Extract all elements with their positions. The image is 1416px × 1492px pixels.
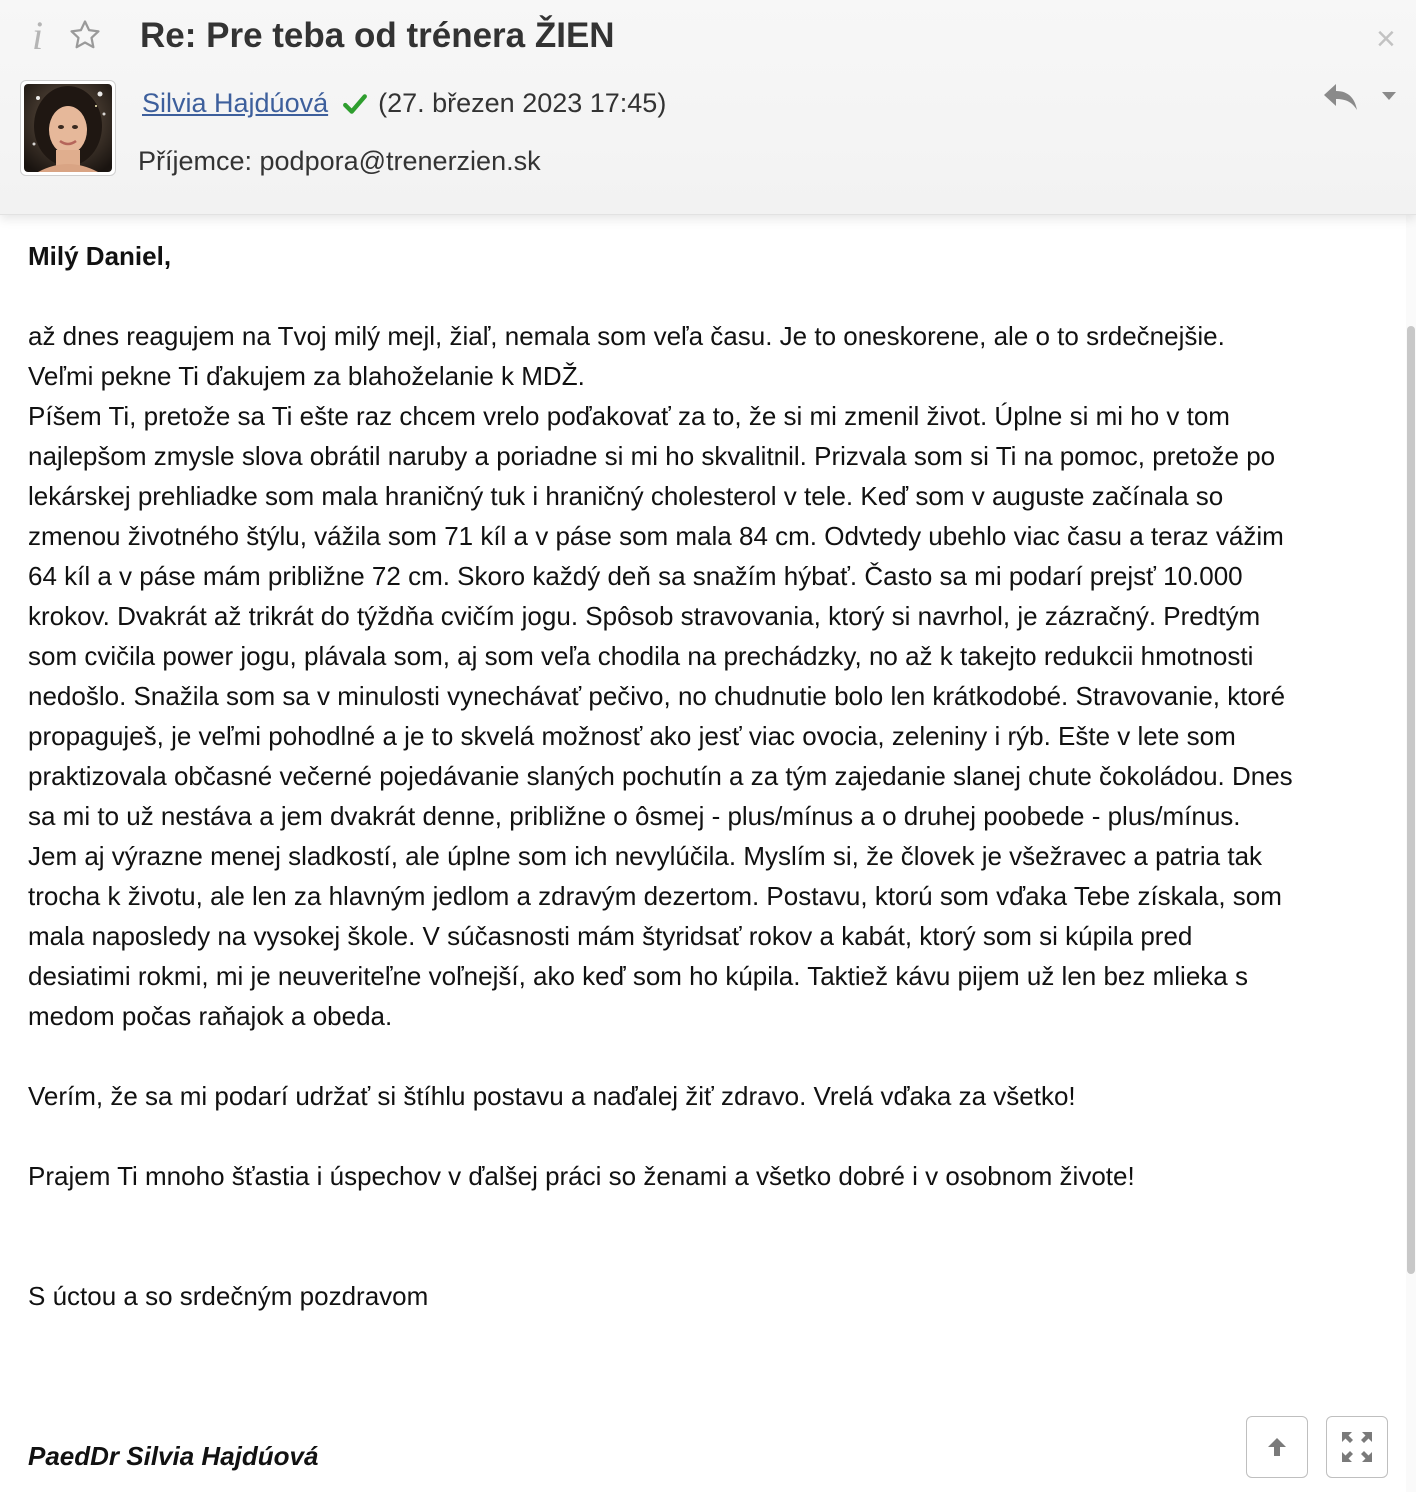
body-line: Píšem Ti, pretože sa Ti ešte raz chcem vrelo poďakovať za to, že si mi zmenil život. Úplne si mi ho v tom [28,401,1230,431]
avatar[interactable] [20,80,116,176]
body-line: nedošlo. Snažila som sa v minulosti vynechávať pečivo, no chudnutie bolo len krátkodobé. Stravovanie, ktoré [28,681,1286,711]
sender-row [142,88,666,119]
body-line: som cvičila power jogu, plávala som, aj som veľa chodila na prechádzky, no až k takejto redukcii hmotnosti [28,641,1254,671]
body-line: najlepšom zmysle slova obrátil naruby a poriadne si mi ho skvalitnil. Prizvala som si Ti na pomoc, pretože po [28,441,1276,471]
more-actions-icon[interactable] [1380,90,1398,102]
body-line: medom počas raňajok a obeda. [28,1001,393,1031]
body-line: mala naposledy na vysokej škole. V súčasnosti mám štyridsať rokov a kabát, ktorý som si kúpila pred [28,921,1193,951]
close-icon[interactable]: × [1376,20,1396,58]
body-line: praktizovala občasné večerné pojedávanie slaných pochutín a za tým zajedanie slanej chute čokoládou. Dnes [28,761,1293,791]
scroll-to-top-button[interactable] [1246,1416,1308,1478]
body-line: desiatimi rokmi, mi je neuveriteľne voľnejší, ako keď som ho kúpila. Taktiež kávu pijem už len bez mlieka s [28,961,1248,991]
star-icon[interactable] [68,18,102,52]
body-line: sa mi to už nestáva a jem dvakrát denne, približne o ôsmej - plus/mínus a o druhej poobede - plus/mínus. [28,801,1241,831]
reply-icon[interactable] [1320,78,1360,114]
body-line: trocha k životu, ale len za hlavným jedlom a zdravým dezertom. Postavu, ktorú som vďaka Tebe získala, som [28,881,1282,911]
sender-name-link[interactable]: Silvia Hajdúová [142,88,329,118]
sent-date: (27. březen 2023 17:45) [378,88,667,118]
message-body [28,236,1398,1476]
closing-line: S úctou a so srdečným pozdravom [28,1281,429,1311]
body-line: 64 kíl a v páse mám približne 72 cm. Skoro každý deň sa snažím hýbať. Často sa mi podarí prejsť 10.000 [28,561,1243,591]
body-line: propaguješ, je veľmi pohodlné a je to skvelá možnosť ako jesť viac ovocia, zeleniny i rýb. Ešte v lete som [28,721,1236,751]
signature-name: PaedDr Silvia Hajdúová [28,1441,319,1471]
body-line: zmenou životného štýlu, vážila som 71 kíl a v páse som mala 84 cm. Odvtedy ubehlo viac času a teraz vážim [28,521,1284,551]
scroll-to-top-icon [1265,1435,1289,1459]
message-subject: Re: Pre teba od trénera ŽIEN [140,16,615,55]
fullscreen-button[interactable] [1326,1416,1388,1478]
greeting: Milý Daniel, [28,241,172,271]
body-line: Jem aj výrazne menej sladkostí, ale úplne som ich nevylúčila. Myslím si, že človek je všežravec a patria tak [28,841,1263,871]
body-line: Veľmi pekne Ti ďakujem za blahoželanie k MDŽ. [28,361,585,391]
recipient-line: Příjemce: podpora@trenerzien.sk [138,146,541,176]
info-icon[interactable]: i [32,13,44,58]
body-line: lekárskej prehliadke som mala hraničný tuk i hraničný cholesterol v tele. Keď som v auguste začínala so [28,481,1224,511]
message-header [0,0,1416,215]
body-line: krokov. Dvakrát až trikrát do týždňa cvičím jogu. Spôsob stravovania, ktorý si navrhol, je zázračný. Predtým [28,601,1261,631]
scrollbar-thumb[interactable] [1407,326,1415,1274]
fullscreen-icon [1340,1430,1374,1464]
verified-check-icon [342,91,368,117]
body-line: až dnes reagujem na Tvoj milý mejl, žiaľ, nemala som veľa času. Je to oneskorene, ale o to srdečnejšie. [28,321,1225,351]
body-paragraph: Verím, že sa mi podarí udržať si štíhlu postavu a naďalej žiť zdravo. Vrelá vďaka za všetko! [28,1081,1076,1111]
body-paragraph: Prajem Ti mnoho šťastia i úspechov v ďalšej práci so ženami a všetko dobré i v osobnom živote! [28,1161,1135,1191]
